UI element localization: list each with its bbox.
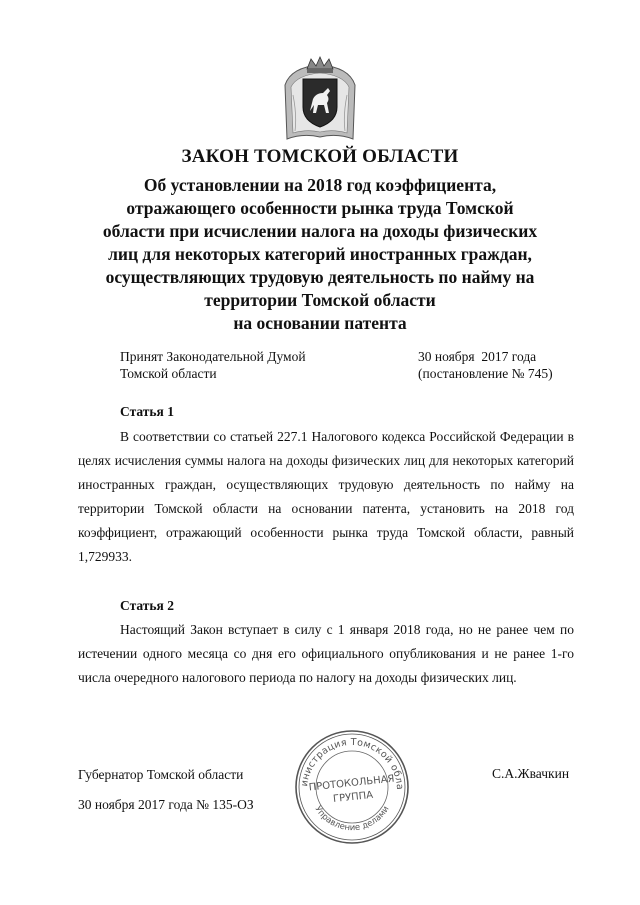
subtitle-line: отражающего особенности рынка труда Томской [126, 198, 514, 218]
adoption-date [418, 348, 553, 382]
article-1-heading: Статья 1 [120, 404, 174, 419]
stamp-seal-icon [293, 728, 411, 846]
law-date-number: 30 ноября 2017 года № 135-ОЗ [78, 797, 254, 812]
adoption-date-text: 30 ноября 2017 года [418, 349, 537, 364]
coat-of-arms-icon [283, 55, 357, 143]
subtitle-line: на основании патента [233, 313, 407, 333]
stamp-ring-bottom: Управление делами [312, 804, 392, 834]
stamp-center-line1: ПРОТОКОЛЬНАЯ [308, 773, 396, 794]
signer-name: С.А.Жвачкин [492, 766, 570, 781]
svg-text:Управление делами [312, 804, 391, 833]
resolution-number: (постановление № 745) [418, 366, 553, 381]
official-stamp [293, 728, 411, 846]
stamp-center-line2: ГРУППА [332, 789, 374, 806]
subtitle-line: территории Томской области [204, 290, 436, 310]
article-2-heading: Статья 2 [120, 598, 174, 613]
subtitle-line: осуществляющих трудовую деятельность по найму на [105, 267, 535, 287]
subtitle-line: лиц для некоторых категорий иностранных граждан, [108, 244, 532, 264]
adopted-by-line: Томской области [120, 366, 217, 381]
article-2-text: Настоящий Закон вступает в силу с 1 января 2018 года, но не ранее чем по истечении одного месяца со дня его официального опубликования и не ранее 1-го числа очередного налогового периода по налогу на доходы физических лиц. [78, 622, 574, 685]
article-1-text: В соответствии со статьей 227.1 Налогового кодекса Российской Федерации в целях исчисления суммы налога на доходы физических лиц для некоторых категорий иностранных граждан, осуществляющих трудовую деятельность по найму на территории Томской области на основании патента, установить на 2018 год коэффициент, отражающий особенности рынка труда Томской области, равный 1,729933. [78, 429, 574, 564]
law-subtitle [80, 174, 560, 335]
subtitle-line: области при исчислении налога на доходы физических [102, 221, 538, 241]
law-title: ЗАКОН ТОМСКОЙ ОБЛАСТИ [181, 146, 459, 167]
governor-title: Губернатор Томской области [78, 767, 244, 782]
stamp-ring-top: инистрация Томской обла [299, 736, 406, 791]
subtitle-line: Об установлении на 2018 год коэффициента, [143, 175, 497, 195]
adopted-by [120, 348, 306, 382]
adopted-by-line: Принят Законодательной Думой [120, 349, 306, 364]
